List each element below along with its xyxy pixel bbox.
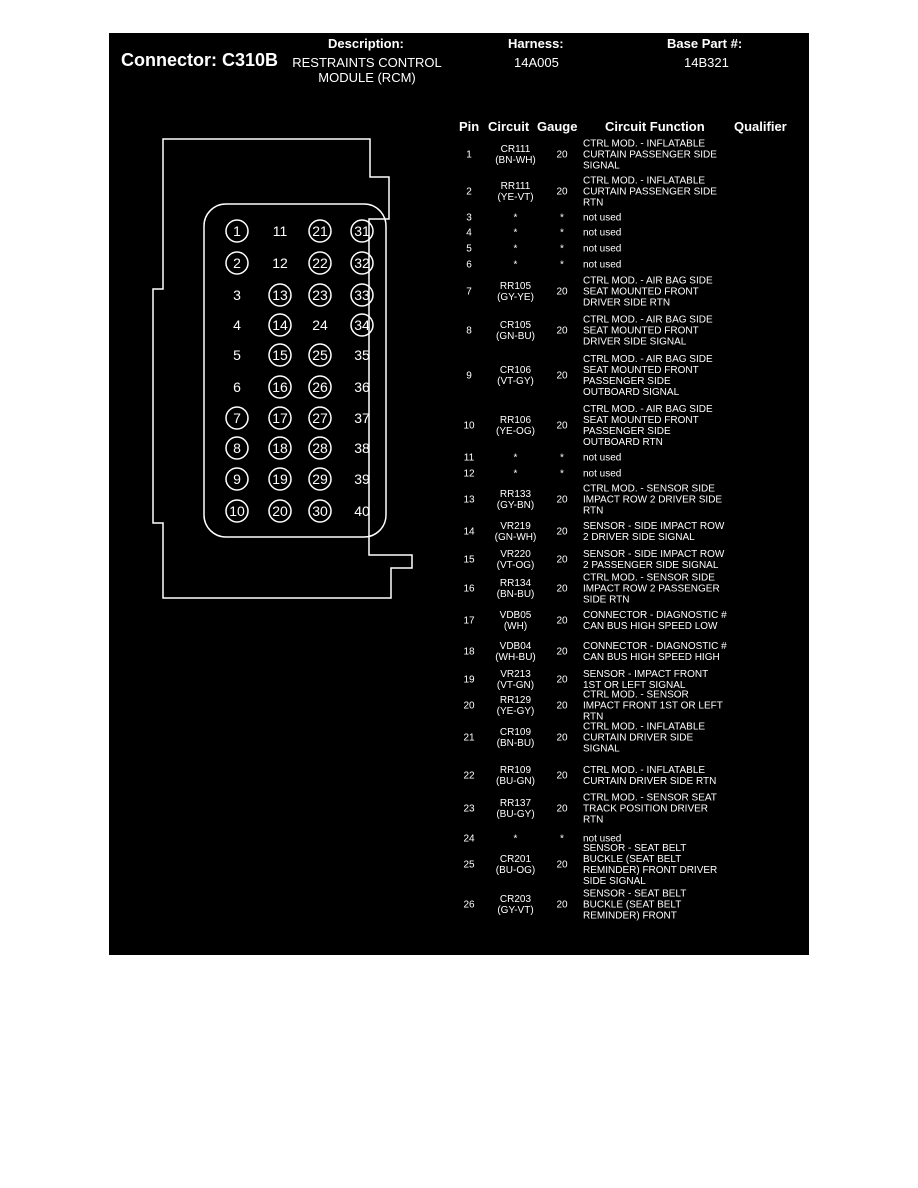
table-row [449, 226, 809, 240]
pin-number: 10 [463, 420, 475, 431]
circuit-function-line: CURTAIN PASSENGER SIDE [583, 149, 717, 160]
pin-number: 22 [463, 770, 475, 781]
table-row [449, 241, 809, 256]
circuit-function-line: CTRL MOD. - INFLATABLE [583, 138, 706, 149]
table-row [449, 874, 809, 936]
circuit-function-line: not used [583, 212, 622, 223]
col-gauge: Gauge [537, 119, 578, 134]
description-label: Description: [328, 36, 404, 51]
circuit-line: RR129 [499, 694, 532, 706]
circuit-function [583, 228, 743, 239]
circuit-id [489, 798, 542, 820]
circuit-function-line: IMPACT FRONT 1ST OR LEFT [583, 700, 723, 711]
circuit-function-line: DRIVER SIDE RTN [583, 297, 671, 309]
circuit-function-line: PASSENGER SIDE [583, 425, 671, 437]
circuit-function-line: TRACK POSITION DRIVER [583, 803, 709, 814]
gauge: 20 [556, 149, 568, 160]
gauge: 20 [556, 583, 568, 595]
circuit-function-line: CONNECTOR - DIAGNOSTIC # [583, 641, 727, 652]
harness-value: 14A005 [514, 55, 559, 70]
pin-number: 5 [466, 243, 472, 254]
pin-grid [226, 220, 373, 522]
circuit-function-line: not used [583, 259, 622, 270]
pin-number: 23 [463, 803, 475, 814]
description-line-1: RESTRAINTS CONTROL [292, 55, 442, 70]
gauge: * [560, 833, 564, 845]
gauge: * [560, 212, 564, 223]
circuit-line: (VT-GN) [496, 679, 535, 691]
pin-number: 24 [463, 833, 475, 845]
circuit-id [489, 453, 542, 464]
base-part-value: 14B321 [684, 55, 729, 70]
circuit-line: * [513, 259, 518, 270]
pin-number: 6 [466, 259, 472, 270]
connector-sheet [109, 33, 809, 955]
pin-32-label: 32 [354, 255, 370, 271]
gauge: 20 [556, 615, 568, 626]
circuit-function-line: CTRL MOD. - AIR BAG SIDE [583, 275, 713, 287]
pin-2-label: 2 [233, 255, 241, 271]
gauge: 20 [556, 770, 568, 781]
pin-5-label: 5 [233, 347, 241, 363]
circuit-function-line: not used [583, 833, 622, 845]
pin-26-label: 26 [312, 379, 328, 395]
pin-35-label: 35 [354, 347, 370, 363]
pin-13-label: 13 [272, 287, 288, 303]
gauge: * [560, 227, 564, 239]
pin-number: 1 [466, 149, 472, 160]
circuit-function [583, 138, 743, 171]
circuit-line: (WH-BU) [495, 652, 536, 663]
circuit-function-line: CAN BUS HIGH SPEED HIGH [583, 652, 720, 663]
circuit-id [489, 610, 542, 632]
pin-3-label: 3 [233, 287, 241, 303]
circuit-line: (GN-WH) [494, 532, 537, 543]
circuit-id [489, 549, 542, 571]
circuit-line: CR105 [499, 320, 532, 331]
circuit-function-line: DRIVER SIDE SIGNAL [583, 336, 687, 348]
circuit-line: CR203 [499, 894, 532, 905]
circuit-line: (VT-GY) [497, 375, 534, 387]
circuit-line: RR133 [499, 489, 532, 500]
gauge: 20 [556, 732, 568, 743]
connector-housing [153, 139, 412, 598]
circuit-line: (BN-BU) [496, 589, 535, 600]
circuit-function-line: SIDE RTN [583, 594, 630, 606]
table-row [449, 401, 809, 450]
pin-number: 3 [466, 212, 472, 223]
circuit-line: (GY-BN) [496, 500, 535, 511]
circuit-function-line: SENSOR - SIDE IMPACT ROW [583, 549, 725, 560]
base-part-label: Base Part #: [667, 36, 743, 51]
circuit-line: (BU-GY) [496, 808, 535, 820]
pin-16-label: 16 [272, 379, 288, 395]
circuit-line: CR109 [499, 726, 532, 738]
circuit-line: (BU-GN) [496, 775, 535, 787]
circuit-function [583, 354, 743, 398]
circuit-function-line: CTRL MOD. - SENSOR SIDE [583, 483, 715, 495]
circuit-line: RR105 [499, 281, 532, 292]
circuit-line: VDB04 [499, 641, 532, 652]
pin-4-label: 4 [233, 317, 241, 333]
circuit-line: VDB05 [499, 609, 532, 621]
pin-number: 14 [463, 526, 475, 538]
circuit-function-line: SEAT MOUNTED FRONT [583, 286, 699, 298]
pin-number: 25 [463, 859, 475, 870]
circuit-function [583, 484, 743, 517]
circuit-function-line: SIDE SIGNAL [583, 875, 646, 887]
pin-24-label: 24 [312, 317, 328, 333]
circuit-function-line: OUTBOARD SIGNAL [583, 386, 680, 398]
pin-number: 2 [466, 186, 472, 197]
circuit-function-line: CTRL MOD. - SENSOR SEAT [583, 792, 717, 803]
gauge: 20 [556, 370, 568, 381]
circuit-function [583, 689, 743, 722]
pin-number: 26 [463, 899, 475, 911]
circuit-function-line: not used [583, 243, 622, 254]
pin-1-label: 1 [233, 223, 241, 239]
circuit-function [583, 641, 743, 663]
circuit-function-line: CAN BUS HIGH SPEED LOW [583, 620, 718, 632]
circuit-function [583, 315, 743, 348]
gauge: 20 [556, 859, 568, 870]
gauge: * [560, 259, 564, 270]
pin-28-label: 28 [312, 440, 328, 456]
circuit-function-line: RTN [583, 505, 604, 517]
table-row [449, 572, 809, 606]
gauge: 20 [556, 646, 568, 658]
circuit-function-line: PASSENGER SIDE [583, 375, 671, 387]
pin-number: 19 [463, 674, 475, 685]
gauge: 20 [556, 899, 568, 911]
circuit-id [489, 578, 542, 600]
circuit-function-line: SIGNAL [583, 743, 620, 754]
pin-21-label: 21 [312, 223, 328, 239]
circuit-line: * [513, 212, 518, 223]
circuit-function-line: CONNECTOR - DIAGNOSTIC # [583, 609, 727, 621]
gauge: 20 [556, 286, 568, 298]
pin-33-label: 33 [354, 287, 370, 303]
circuit-id [489, 181, 542, 203]
circuit-line: (YE-OG) [496, 425, 535, 437]
circuit-function-line: SENSOR - SEAT BELT [583, 888, 687, 900]
circuit-function-line: CTRL MOD. - SENSOR SIDE [583, 572, 715, 584]
circuit-function [583, 792, 743, 825]
pin-number: 12 [463, 468, 475, 479]
pin-38-label: 38 [354, 440, 370, 456]
circuit-function-line: 2 DRIVER SIDE SIGNAL [583, 532, 695, 543]
circuit-function [583, 573, 743, 606]
pin-15-label: 15 [272, 347, 288, 363]
table-row [449, 519, 809, 545]
table-row [449, 482, 809, 518]
col-circuit: Circuit [488, 119, 530, 134]
gauge: 20 [556, 526, 568, 538]
circuit-line: CR111 [500, 143, 531, 155]
col-pin: Pin [459, 119, 480, 134]
gauge: 20 [556, 803, 568, 814]
circuit-function-line: RTN [583, 197, 604, 208]
pin-11-label: 11 [272, 223, 288, 239]
col-qualifier: Qualifier [734, 119, 787, 134]
circuit-line: (VT-OG) [496, 560, 535, 571]
circuit-id [489, 765, 542, 787]
pin-27-label: 27 [312, 410, 328, 426]
circuit-line: (BN-WH) [495, 154, 536, 166]
description-line-2: MODULE (RCM) [318, 70, 416, 85]
circuit-function-line: 1ST OR LEFT SIGNAL [583, 679, 686, 691]
circuit-id [489, 468, 542, 479]
pin-18-label: 18 [272, 440, 288, 456]
table-row [449, 689, 809, 722]
gauge: 20 [556, 700, 568, 711]
pin-12-label: 12 [272, 255, 288, 271]
pin-34-label: 34 [354, 317, 370, 333]
circuit-id [489, 727, 542, 749]
table-row [449, 137, 809, 172]
pin-number: 13 [463, 494, 475, 506]
circuit-function [583, 243, 743, 254]
circuit-function [583, 521, 743, 543]
pin-number: 9 [466, 370, 472, 381]
pin-36-label: 36 [354, 379, 370, 395]
pin-10-label: 10 [229, 503, 245, 519]
circuit-line: RR109 [499, 764, 532, 776]
circuit-function [583, 259, 743, 270]
table-row [449, 257, 809, 272]
table-row [449, 451, 809, 465]
circuit-line: VR220 [500, 549, 531, 560]
circuit-function-line: SEAT MOUNTED FRONT [583, 414, 699, 426]
circuit-function [583, 468, 743, 479]
pin-8-label: 8 [233, 440, 241, 456]
circuit-line: (YE-GY) [496, 705, 535, 717]
circuit-id [489, 320, 542, 342]
circuit-function-line: CTRL MOD. - AIR BAG SIDE [583, 353, 713, 365]
circuit-function [583, 721, 743, 754]
circuit-line: * [513, 468, 518, 479]
circuit-line: (GN-BU) [496, 331, 535, 342]
pin-40-label: 40 [354, 503, 370, 519]
circuit-id [489, 281, 542, 303]
circuit-function [583, 610, 743, 632]
circuit-function [583, 212, 743, 223]
table-row [449, 638, 809, 666]
gauge: 20 [556, 186, 568, 197]
circuit-function [583, 889, 743, 922]
circuit-line: (WH) [503, 620, 528, 632]
circuit-function [583, 453, 743, 464]
pin-7-label: 7 [233, 410, 241, 426]
gauge: * [560, 468, 564, 479]
circuit-id [489, 641, 542, 663]
circuit-function-line: BUCKLE (SEAT BELT [583, 899, 682, 911]
circuit-line: (BN-BU) [496, 737, 535, 749]
circuit-line: * [513, 243, 518, 254]
circuit-id [489, 894, 542, 916]
circuit-function-line: RTN [583, 711, 604, 722]
circuit-function-line: CTRL MOD. - SENSOR [583, 689, 689, 700]
circuit-function-line: IMPACT ROW 2 PASSENGER [583, 583, 720, 595]
table-row [449, 719, 809, 756]
circuit-line: (BU-OG) [495, 864, 536, 876]
circuit-function [583, 549, 743, 571]
pin-23-label: 23 [312, 287, 328, 303]
circuit-line: CR201 [499, 853, 532, 865]
circuit-id [489, 669, 542, 691]
circuit-function-line: CTRL MOD. - AIR BAG SIDE [583, 314, 713, 326]
circuit-function-line: CURTAIN DRIVER SIDE RTN [583, 775, 717, 787]
table-row [449, 466, 809, 481]
pin-30-label: 30 [312, 503, 328, 519]
circuit-function-line: not used [583, 468, 622, 479]
circuit-id [489, 212, 542, 223]
connector-face-diagram [109, 33, 449, 633]
gauge: 20 [556, 674, 568, 685]
circuit-line: * [513, 227, 518, 239]
circuit-function-line: RTN [583, 814, 604, 825]
pin-20-label: 20 [272, 503, 288, 519]
circuit-id [489, 695, 542, 717]
circuit-function-line: CURTAIN PASSENGER SIDE [583, 186, 717, 197]
circuit-function-line: SIGNAL [583, 160, 620, 171]
pin-number: 15 [463, 554, 475, 566]
circuit-function-line: SENSOR - SEAT BELT [583, 842, 687, 854]
table-row [449, 792, 809, 825]
circuit-function-line: SENSOR - IMPACT FRONT [583, 668, 709, 680]
circuit-function [583, 175, 743, 208]
circuit-line: CR106 [499, 364, 532, 376]
circuit-function-line: CTRL MOD. - INFLATABLE [583, 175, 706, 186]
table-row [449, 174, 809, 209]
circuit-line: VR219 [500, 521, 531, 532]
circuit-function-line: CTRL MOD. - INFLATABLE [583, 721, 706, 732]
pin-number: 7 [466, 286, 472, 298]
table-row [449, 842, 809, 887]
pin-39-label: 39 [354, 471, 370, 487]
harness-label: Harness: [508, 36, 564, 51]
gauge: * [560, 243, 564, 254]
circuit-function-line: not used [583, 227, 622, 239]
table-row [449, 604, 809, 637]
pin-25-label: 25 [312, 347, 328, 363]
pin-37-label: 37 [354, 410, 370, 426]
circuit-line: * [513, 452, 518, 464]
table-row [449, 546, 809, 574]
circuit-function-line: 2 PASSENGER SIDE SIGNAL [583, 560, 719, 571]
pin-17-label: 17 [272, 410, 288, 426]
connector-title: Connector: C310B [121, 50, 279, 70]
circuit-id [489, 259, 542, 270]
circuit-function-line: OUTBOARD RTN [583, 436, 663, 448]
circuit-id [489, 834, 542, 845]
circuit-id [489, 365, 542, 387]
pin-number: 20 [463, 700, 475, 711]
circuit-id [489, 228, 542, 239]
pin-9-label: 9 [233, 471, 241, 487]
circuit-line: (GY-YE) [497, 292, 534, 303]
pin-14-label: 14 [272, 317, 288, 333]
gauge: * [560, 452, 564, 464]
circuit-function-line: IMPACT ROW 2 DRIVER SIDE [583, 494, 723, 506]
circuit-function-line: CURTAIN DRIVER SIDE [583, 732, 694, 743]
pin-number: 18 [463, 646, 475, 658]
pin-number: 16 [463, 583, 475, 595]
gauge: 20 [556, 494, 568, 506]
circuit-line: (YE-VT) [497, 191, 534, 203]
circuit-line: RR111 [500, 180, 531, 192]
circuit-id [489, 854, 542, 876]
pin-19-label: 19 [272, 471, 288, 487]
circuit-line: RR106 [499, 414, 532, 426]
pin-31-label: 31 [354, 223, 370, 239]
circuit-id [489, 521, 542, 543]
pin-number: 11 [463, 452, 475, 464]
circuit-function-line: SEAT MOUNTED FRONT [583, 325, 699, 337]
circuit-function-line: REMINDER) FRONT DRIVER [583, 864, 718, 876]
circuit-function-line: BUCKLE (SEAT BELT [583, 853, 682, 865]
gauge: 20 [556, 420, 568, 431]
circuit-line: (GY-VT) [497, 905, 534, 916]
pin-number: 8 [466, 325, 472, 337]
table-row [449, 312, 809, 350]
circuit-function [583, 276, 743, 309]
table-row [449, 210, 809, 225]
table-row [449, 351, 809, 400]
circuit-function-line: SEAT MOUNTED FRONT [583, 364, 699, 376]
circuit-id [489, 144, 542, 166]
pin-22-label: 22 [312, 255, 328, 271]
gauge: 20 [556, 554, 568, 566]
pin-6-label: 6 [233, 379, 241, 395]
circuit-line: VR213 [500, 668, 531, 680]
circuit-id [489, 415, 542, 437]
circuit-function [583, 765, 743, 787]
table-row [449, 273, 809, 311]
gauge: 20 [556, 325, 568, 337]
circuit-line: RR137 [499, 797, 532, 809]
circuit-function-line: CTRL MOD. - INFLATABLE [583, 764, 706, 776]
circuit-line: RR134 [499, 578, 532, 589]
col-circuit-function: Circuit Function [605, 119, 705, 134]
pin-number: 17 [463, 615, 475, 626]
circuit-line: * [513, 833, 518, 845]
circuit-function [583, 404, 743, 448]
circuit-function-line: SENSOR - SIDE IMPACT ROW [583, 521, 725, 532]
circuit-id [489, 243, 542, 254]
circuit-id [489, 489, 542, 511]
pin-number: 4 [466, 227, 472, 239]
pin-29-label: 29 [312, 471, 328, 487]
circuit-function [583, 669, 743, 691]
pin-number: 21 [463, 732, 475, 743]
circuit-function-line: not used [583, 452, 622, 464]
circuit-function-line: CTRL MOD. - AIR BAG SIDE [583, 403, 713, 415]
circuit-function-line: REMINDER) FRONT [583, 910, 677, 922]
table-row [449, 757, 809, 794]
